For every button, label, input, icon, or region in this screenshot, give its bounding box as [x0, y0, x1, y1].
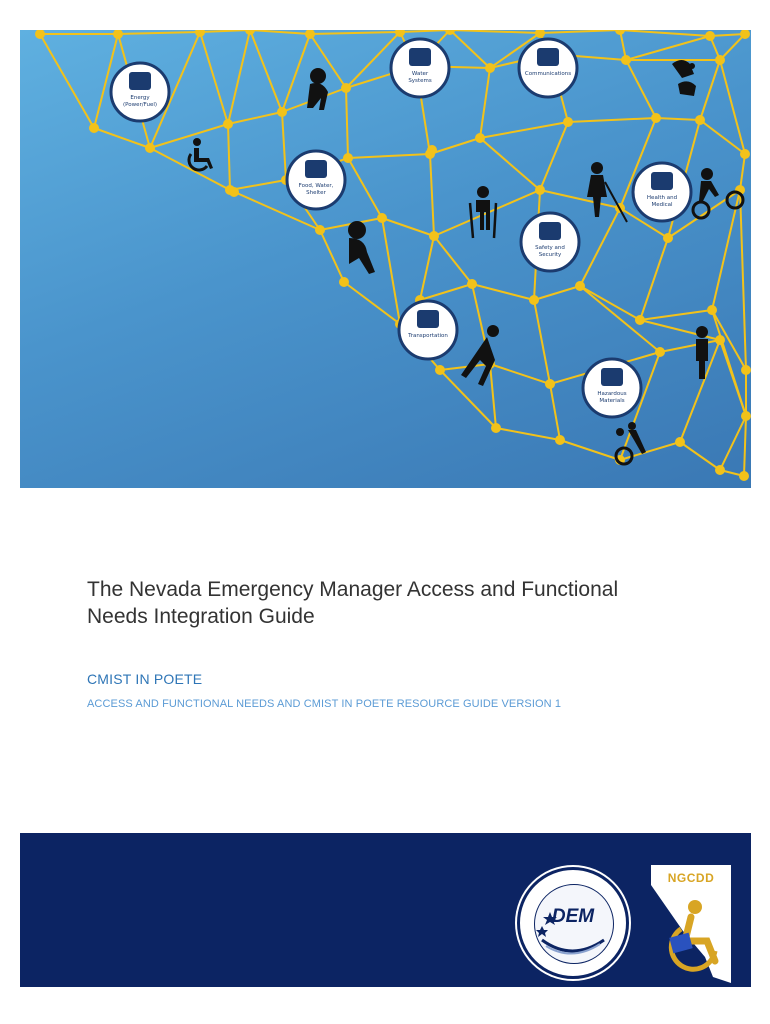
network-node: [343, 153, 353, 163]
network-line: [440, 370, 496, 428]
network-line: [550, 384, 560, 440]
network-line: [450, 30, 540, 33]
network-line: [282, 112, 286, 180]
network-line: [660, 340, 720, 352]
network-line: [740, 190, 746, 370]
network-line: [580, 208, 620, 286]
network-line: [320, 230, 344, 282]
network-node: [35, 30, 45, 39]
network-line: [534, 300, 550, 384]
communications-label: Communications: [524, 71, 572, 77]
network-node: [739, 471, 749, 481]
network-line: [540, 122, 568, 190]
water-label: Water: [411, 71, 429, 77]
network-node: [529, 295, 539, 305]
network-line: [346, 88, 348, 158]
network-node: [485, 63, 495, 73]
network-node: [245, 30, 255, 35]
wheelchair-icon: [189, 138, 213, 170]
network-line: [382, 218, 400, 324]
energy-label: (Power/Fuel): [122, 102, 158, 108]
network-node: [563, 117, 573, 127]
network-line: [440, 364, 490, 370]
communications-lifeline-icon: [519, 39, 577, 97]
hazardous-label: Hazardous: [597, 391, 627, 397]
network-node: [475, 133, 485, 143]
network-line: [150, 124, 228, 148]
network-line: [250, 30, 310, 34]
hearing-person-icon: [461, 325, 499, 386]
network-line: [200, 32, 228, 124]
network-line: [534, 286, 580, 300]
network-line: [344, 282, 400, 324]
network-node: [675, 437, 685, 447]
cover-hero-image: [20, 30, 751, 488]
network-node: [741, 411, 751, 421]
safety-lifeline-icon: [521, 213, 579, 271]
network-node: [621, 55, 631, 65]
network-line: [430, 138, 480, 154]
network-line: [400, 30, 450, 32]
network-line: [496, 428, 560, 440]
baby-silhouette-icon: [307, 68, 328, 110]
network-node: [89, 123, 99, 133]
network-line: [540, 30, 620, 33]
health-label: Health and: [646, 195, 678, 201]
hazardous-label: Materials: [599, 398, 625, 404]
network-node: [663, 233, 673, 243]
dem-logo-text: DEM: [551, 906, 595, 927]
network-node: [715, 55, 725, 65]
network-line: [420, 284, 472, 300]
network-line: [480, 138, 540, 190]
network-line: [420, 236, 434, 300]
network-line: [626, 60, 656, 118]
food-label: Food, Water,: [298, 183, 334, 189]
document-title: The Nevada Emergency Manager Access and Functional Needs Integration Guide: [87, 578, 619, 628]
network-node: [229, 187, 239, 197]
network-line: [680, 442, 720, 470]
network-line: [348, 158, 382, 218]
network-node: [341, 83, 351, 93]
network-node: [575, 281, 585, 291]
network-node: [277, 107, 287, 117]
hazardous-lifeline-icon: [583, 359, 641, 417]
network-line: [480, 68, 490, 138]
network-line: [540, 190, 620, 208]
health-label: Medical: [651, 202, 673, 208]
network-node: [635, 315, 645, 325]
dem-seal-logo: [517, 867, 629, 979]
safety-label: Safety and: [535, 245, 565, 251]
network-line: [200, 30, 250, 32]
network-line: [640, 310, 712, 320]
network-node: [435, 365, 445, 375]
network-line: [720, 340, 746, 416]
water-label: Systems: [408, 78, 432, 84]
network-line: [710, 34, 745, 36]
network-node: [377, 213, 387, 223]
network-line: [310, 32, 400, 34]
energy-lifeline-icon: [111, 63, 169, 121]
energy-label: Energy: [130, 95, 150, 101]
network-line: [472, 284, 534, 300]
network-line: [228, 112, 282, 124]
network-node: [615, 30, 625, 35]
network-node: [429, 231, 439, 241]
network-line: [626, 36, 710, 60]
person-silhouette-icon: [348, 221, 375, 274]
network-node: [223, 119, 233, 129]
network-node: [467, 279, 477, 289]
network-line: [568, 118, 656, 122]
network-node: [695, 115, 705, 125]
network-line: [382, 218, 434, 236]
document-subtitle: CMIST IN POETE: [87, 671, 203, 687]
network-line: [720, 416, 746, 470]
network-line: [450, 30, 490, 68]
network-node: [315, 225, 325, 235]
lifeline-icons: [111, 39, 691, 417]
network-line: [118, 32, 200, 34]
network-illustration: [20, 30, 751, 488]
transportation-lifeline-icon: [399, 301, 457, 359]
network-line: [656, 118, 700, 120]
health-lifeline-icon: [633, 163, 691, 221]
network-line: [720, 60, 745, 154]
network-line: [430, 154, 434, 236]
network-node: [425, 149, 435, 159]
network-line: [580, 286, 640, 320]
network-line: [740, 154, 745, 190]
network-line: [282, 34, 310, 112]
network-line: [250, 30, 282, 112]
network-node: [741, 365, 751, 375]
ngcdd-logo-text: NGCDD: [667, 871, 715, 885]
network-line: [228, 124, 230, 190]
water-lifeline-icon: [391, 39, 449, 97]
network-node: [491, 423, 501, 433]
network-node: [195, 30, 205, 37]
network-node: [145, 143, 155, 153]
network-node: [555, 435, 565, 445]
network-line: [620, 30, 710, 36]
crutches-person-icon: [470, 186, 496, 238]
network-node: [651, 113, 661, 123]
network-line: [490, 364, 496, 428]
network-line: [700, 60, 720, 120]
network-line: [720, 34, 745, 60]
network-line: [94, 128, 150, 148]
network-node: [339, 277, 349, 287]
network-line: [348, 154, 430, 158]
network-line: [434, 236, 472, 284]
document-description: ACCESS AND FUNCTIONAL NEEDS AND CMIST IN POETE RESOURCE GUIDE VERSION 1: [87, 698, 562, 710]
footer-band: [20, 833, 751, 987]
network-node: [705, 31, 715, 41]
transportation-label: Transportation: [408, 333, 448, 339]
safety-label: Security: [538, 252, 562, 258]
network-line: [640, 238, 668, 320]
network-line: [230, 180, 286, 190]
network-line: [490, 364, 550, 384]
cane-person-icon: [587, 162, 627, 222]
network-node: [715, 465, 725, 475]
network-node: [535, 185, 545, 195]
network-node: [113, 30, 123, 39]
network-node: [535, 30, 545, 38]
network-node: [740, 149, 750, 159]
network-line: [744, 416, 746, 476]
network-node: [655, 347, 665, 357]
network-line: [480, 122, 568, 138]
network-line: [40, 34, 94, 128]
network-node: [715, 335, 725, 345]
network-line: [640, 320, 720, 340]
food-lifeline-icon: [287, 151, 345, 209]
standing-person-icon: [696, 326, 708, 379]
network-line: [560, 440, 620, 460]
network-node: [707, 305, 717, 315]
sign-language-icon: [672, 60, 696, 96]
food-label: Shelter: [306, 190, 326, 196]
network-node: [545, 379, 555, 389]
network-line: [228, 30, 250, 124]
